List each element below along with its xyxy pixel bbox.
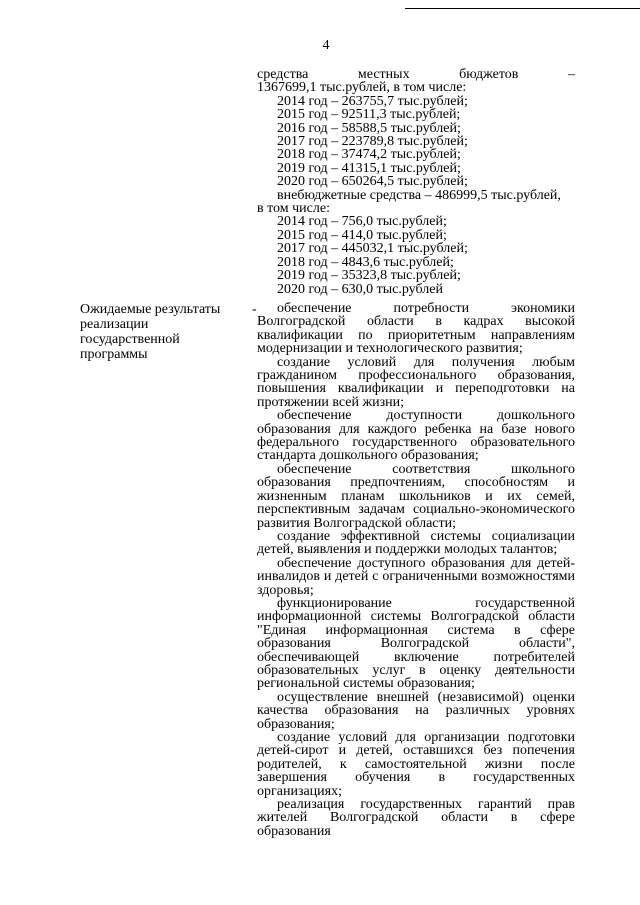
- local-year-line: 2018 год – 37474,2 тыс.рублей;: [277, 147, 461, 163]
- local-year-line: 2019 год – 41315,1 тыс.рублей;: [277, 160, 461, 176]
- word: местных: [357, 67, 410, 82]
- top-rule: [405, 8, 640, 9]
- local-year-line: 2017 год – 223789,8 тыс.рублей;: [277, 134, 468, 150]
- extra-budget-line: внебюджетные средства – 486999,5 тыс.рублей,: [277, 187, 561, 203]
- result-item: обеспечение доступности дошкольного образования для каждого ребенка на базе нового федерального государственного образовательного стандарта дошкольного образования;: [257, 408, 575, 464]
- results-label: Ожидаемые результаты реализации государственной программы: [80, 302, 221, 362]
- extra-budget-line: в том числе:: [257, 201, 330, 217]
- label-dash: -: [252, 302, 257, 317]
- results-label-cell: [80, 302, 257, 362]
- local-year-line: 2015 год – 92511,3 тыс.рублей;: [277, 107, 461, 123]
- result-item: создание условий для получения любым гражданином профессионального образования, повышения квалификации и переподготовки на протяжении всей жизни;: [257, 354, 575, 410]
- extra-year-line: 2015 год – 414,0 тыс.рублей;: [277, 227, 447, 243]
- result-item: осуществление внешней (независимой) оценки качества образования на различных уровнях образования;: [257, 689, 575, 732]
- word: средства: [257, 67, 309, 82]
- extra-year-line: 2020 год – 630,0 тыс.рублей: [277, 281, 443, 297]
- result-item: обеспечение доступного образования для детей-инвалидов и детей с ограниченными возможностями здоровья;: [257, 555, 575, 598]
- funding-block: [257, 68, 575, 296]
- word: бюджетов: [459, 67, 519, 82]
- local-year-line: 2016 год – 58588,5 тыс.рублей;: [277, 120, 461, 136]
- extra-year-line: 2018 год – 4843,6 тыс.рублей;: [277, 254, 454, 270]
- result-item: создание эффективной системы социализации детей, выявления и поддержки молодых талантов;: [257, 528, 575, 558]
- local-year-line: 2020 год – 650264,5 тыс.рублей;: [277, 174, 468, 190]
- extra-year-line: 2017 год – 445032,1 тыс.рублей;: [277, 241, 468, 257]
- result-item: функционирование государственной информационной системы Волгоградской области "Единая информационная система в сфере образования Волгоградской области", обеспечивающей включение потребителей образовательных услуг в оценку деятельности региональной системы образования;: [257, 595, 575, 692]
- page-number: 4: [322, 38, 330, 53]
- result-item: реализация государственных гарантий прав жителей Волгоградской области в сфере образования: [257, 797, 575, 839]
- result-item: обеспечение потребности экономики Волгоградской области в кадрах высокой квалификации по приоритетным направлениям модернизации и технологического развития;: [257, 301, 575, 357]
- extra-year-line: 2019 год – 35323,8 тыс.рублей;: [277, 268, 461, 284]
- result-item: создание условий для организации подготовки детей-сирот и детей, оставшихся без попечения родителей, к самостоятельной жизни после завершения обучения в государственных организациях;: [257, 730, 575, 799]
- word: –: [567, 67, 575, 82]
- extra-year-line: 2014 год – 756,0 тыс.рублей;: [277, 214, 447, 230]
- local-year-line: 2014 год – 263755,7 тыс.рублей;: [277, 93, 468, 109]
- local-budget-total: 1367699,1 тыс.рублей, в том числе:: [257, 80, 467, 96]
- results-list: [257, 302, 575, 838]
- local-budget-line: [257, 68, 575, 81]
- result-item: обеспечение соответствия школьного образования предпочтениям, способностям и жизненным планам школьников и их семей, перспективным задачам социально-экономического развития Волгоградской области;: [257, 461, 575, 531]
